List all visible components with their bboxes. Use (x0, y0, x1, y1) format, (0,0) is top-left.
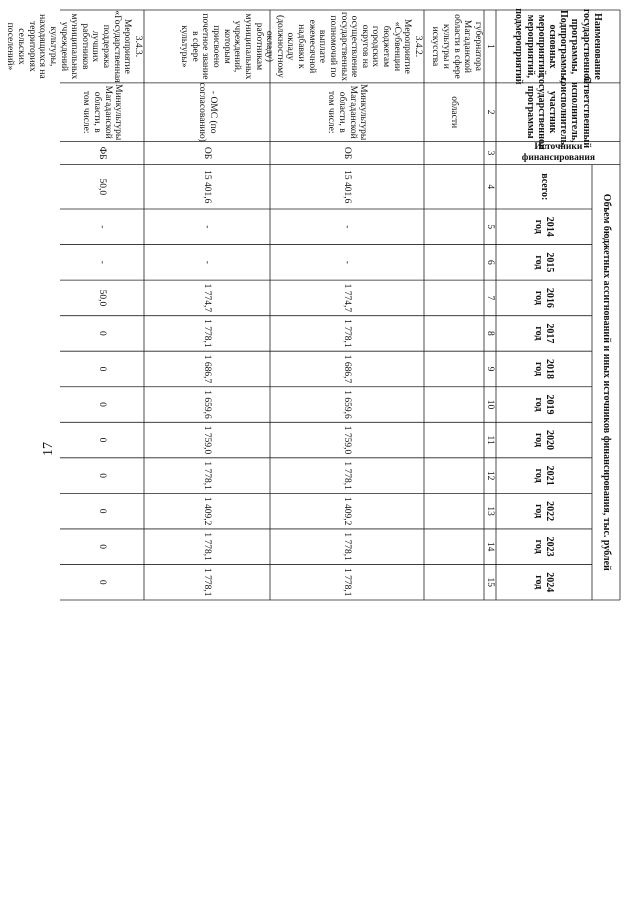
row-value (424, 351, 484, 387)
page-number: 17 (41, 442, 56, 456)
row-value: 0 (97, 366, 108, 372)
row-total: 15 401,6 (202, 170, 213, 204)
row-value: 1 409,2 (202, 496, 213, 526)
row-name: губернатора Магаданской области в сфере культуры и искусства (430, 14, 483, 79)
row-executor: области (449, 96, 460, 129)
row-value: - (97, 260, 108, 264)
row-value: 1 778,1 (202, 567, 213, 597)
row-value: 1 774,7 (202, 283, 213, 313)
row-value (424, 493, 484, 529)
row-value: 1 686,7 (342, 354, 353, 384)
header-year-2021: 2021 год (533, 465, 556, 486)
row-executor: Минкультуры Магаданской области, в том числе: (326, 84, 369, 141)
header-source-label: Источники финансирования (521, 142, 595, 164)
row-name (144, 10, 270, 83)
row-value: 1 774,7 (342, 283, 353, 313)
row-value (424, 209, 484, 245)
row-value (424, 280, 484, 316)
row-name: 3.4.3. Мероприятие «Государственная поддержка лучших работников муниципальных учреждений культуры, находящихся на территориях сельских поселений» (5, 10, 143, 83)
column-number: 9 (485, 366, 496, 372)
row-value: 1 759,0 (202, 425, 213, 455)
row-value: 1 778,1 (202, 532, 213, 561)
row-value: - (202, 260, 213, 264)
header-year-2022: 2022 год (533, 501, 556, 522)
column-number: 7 (485, 295, 496, 301)
row-value: 1 409,2 (342, 496, 353, 526)
header-year-2016: 2016 год (533, 287, 556, 308)
row-name: 3.4.2. Мероприятие «Субвенции бюджетам городских округов на осуществление государственных полномочий по выплате ежемесячной надбавки к окладу (должностному окладу) работникам муниципальных учреждений, которым присвоено почетное звание в сфере культуры» (179, 11, 423, 81)
row-value: 1 686,7 (202, 354, 213, 384)
row-source (424, 142, 484, 165)
row-source: ОБ (342, 146, 353, 160)
header-year-2024: 2024 год (533, 572, 556, 593)
row-total (424, 165, 484, 209)
header-year-2023: 2023 год (533, 536, 556, 557)
row-value: - (97, 225, 108, 229)
row-value: - (342, 225, 353, 229)
row-value: 1 778,1 (342, 532, 353, 561)
row-value: - (202, 225, 213, 229)
row-value: 0 (97, 473, 108, 478)
row-value: 0 (97, 508, 108, 514)
row-source: ОБ (202, 146, 213, 160)
row-total: 50,0 (97, 178, 108, 196)
column-number: 15 (485, 577, 496, 587)
row-value: 1 778,1 (342, 319, 353, 348)
row-value (424, 458, 484, 494)
header-year-2019: 2019 год (533, 394, 556, 415)
row-value: 1 778,1 (202, 461, 213, 490)
column-number: 10 (485, 399, 496, 410)
row-value: 1 778,1 (342, 461, 353, 490)
row-value (424, 529, 484, 565)
row-value: 0 (97, 579, 108, 585)
column-number: 1 (485, 44, 496, 49)
row-value: 50,0 (97, 289, 108, 307)
budget-table (5, 8, 620, 600)
header-source (496, 142, 620, 165)
row-value: 1 659,6 (202, 390, 213, 419)
column-number: 3 (485, 150, 496, 156)
column-number: 11 (485, 435, 496, 445)
row-value: 1 778,1 (342, 567, 353, 597)
row-value: 0 (97, 331, 108, 336)
column-number: 6 (485, 259, 496, 265)
row-value (424, 245, 484, 281)
header-year-2017: 2017 год (533, 323, 556, 344)
row-value (424, 387, 484, 423)
row-executor: - ОМС (по согласованию) (197, 82, 218, 142)
column-number: 12 (485, 470, 496, 481)
row-value: - (342, 260, 353, 264)
row-value (424, 316, 484, 352)
column-number: 4 (485, 184, 496, 190)
row-value: 0 (97, 437, 108, 443)
header-year-2015: 2015 год (533, 252, 556, 273)
row-value: 0 (97, 402, 108, 407)
column-number: 14 (485, 541, 496, 552)
column-number: 8 (485, 331, 496, 336)
row-executor: Минкультуры Магаданской области, в том числе: (81, 84, 124, 141)
column-number: 2 (485, 109, 496, 115)
row-value (424, 422, 484, 458)
row-value: 1 778,1 (202, 319, 213, 348)
row-source: ФБ (97, 146, 108, 160)
row-total: 15 401,6 (342, 170, 353, 204)
row-value: 1 659,6 (342, 390, 353, 419)
column-number: 5 (485, 224, 496, 230)
header-executor: Ответственный исполнитель, соисполнитель, участник государственной программы (524, 74, 592, 150)
header-total: всего: (538, 173, 550, 201)
header-budget-group: Объем бюджетных ассигнований и иных источников финансирования, тыс. рублей (600, 193, 612, 571)
column-number: 13 (485, 506, 496, 516)
row-value: 1 759,0 (342, 425, 353, 455)
row-value: 0 (97, 544, 108, 550)
header-year-2018: 2018 год (533, 358, 556, 379)
row-value (424, 564, 484, 600)
header-year-2014: 2014 год (533, 216, 556, 237)
header-year-2020: 2020 год (533, 430, 556, 451)
header-name: Наименование государственной программы, Подпрограммы, основных мероприятий, мероприятий, подмероприятий (513, 8, 603, 85)
